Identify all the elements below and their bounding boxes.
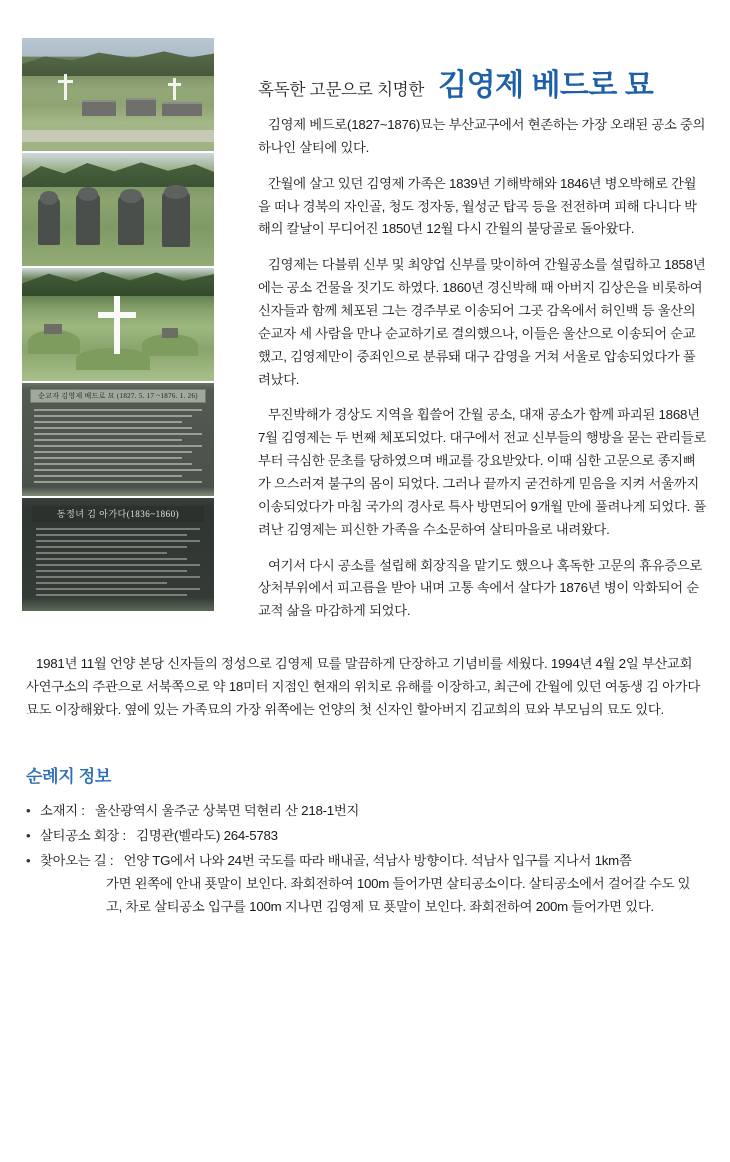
info-value: 김명관(벨라도) 264-5783 bbox=[136, 827, 278, 843]
photo-cemetery-white-cross bbox=[22, 268, 214, 381]
path-shape bbox=[22, 130, 214, 142]
cross-icon bbox=[58, 80, 73, 83]
gravestone-shape bbox=[162, 102, 202, 116]
cross-icon bbox=[114, 296, 120, 354]
photo-stone-monument bbox=[22, 383, 214, 496]
info-label: 소재지 : bbox=[40, 802, 85, 818]
gravestone-shape bbox=[44, 324, 62, 334]
paragraph: 김영제는 다블뤼 신부 및 최양업 신부를 맞이하여 간월공소를 설립하고 1858년에는 공소 건물을 짓기도 하였다. 1860년 경신박해 때 아버지 김상은을 비롯하여 신자들과 함께 체포된 그는 경주부로 이송되어 그곳 감옥에서 허인백 등 울산의 순교자 세 사람을 만나 순교하기로 결의했으나, 이들은 울산으로 이송되어 순교했고, 김영제만이 중죄인으로 분류돼 대구 감영을 거쳐 서울로 압송되었다가 풀려났다. bbox=[258, 257, 706, 387]
photo-dark-plaque bbox=[22, 498, 214, 611]
bullet-icon: • bbox=[26, 827, 31, 843]
info-label: 찾아오는 길 : bbox=[40, 852, 114, 868]
paragraph: 무진박해가 경상도 지역을 휩쓸어 간월 공소, 대재 공소가 함께 파괴된 1868년 7월 김영제는 두 번째 체포되었다. 대구에서 전교 신부들의 행방을 묻는 관리들로부터 극심한 문초를 당하였으며 배교를 강요받았다. 이때 심한 고문으로 종지뼈가 으스러져 불구의 몸이 되었다. 그러나 끝까지 굳건하게 믿음을 지켜 서울까지 이송되었다가 마침 국가의 경사로 특사 방면되어 9개월 만에 풀려나게 되었다. 풀려난 김영제는 피신한 가족을 수소문하여 살티마을로 내려왔다. bbox=[258, 407, 707, 537]
photo-column bbox=[22, 38, 214, 613]
bullet-icon: • bbox=[26, 852, 31, 868]
gravestone-shape bbox=[126, 98, 156, 116]
info-list bbox=[26, 799, 704, 919]
photo-stone-statues bbox=[22, 153, 214, 266]
article-column bbox=[236, 38, 708, 623]
grave-mound-shape bbox=[76, 348, 150, 370]
hill-shape bbox=[22, 46, 214, 76]
cross-icon bbox=[173, 78, 176, 100]
gravestone-shape bbox=[82, 100, 116, 116]
statue-head-shape bbox=[78, 187, 98, 201]
statue-head-shape bbox=[120, 189, 142, 203]
bullet-icon: • bbox=[26, 802, 31, 818]
paragraph: 여기서 다시 공소를 설립해 회장직을 맡기도 했으나 혹독한 고문의 휴유증으로 상처부위에서 피고름을 받아 내며 고통 속에서 살다가 1876년 병이 악화되어 순교적 삶을 마감하게 되었다. bbox=[258, 557, 703, 619]
full-width-paragraph-section bbox=[0, 636, 730, 721]
page-title bbox=[258, 38, 708, 114]
statue-shape bbox=[162, 191, 190, 247]
list-item bbox=[26, 849, 704, 918]
treeline-shape bbox=[22, 157, 214, 187]
cross-icon bbox=[64, 74, 67, 100]
info-value: 언양 TG에서 나와 24번 국도를 따라 배내골, 석남사 방향이다. 석남사 입구를 지나서 1km쯤 bbox=[123, 852, 632, 868]
plaque-title: 동정녀 김 아가다(1836~1860) bbox=[32, 506, 204, 522]
engraved-text-lines bbox=[34, 409, 202, 484]
engraved-text-lines bbox=[36, 528, 200, 597]
info-value: 울산광역시 울주군 상북면 덕현리 산 218-1번지 bbox=[95, 802, 360, 818]
article-body bbox=[258, 114, 708, 623]
info-label: 살티공소 회장 : bbox=[40, 827, 126, 843]
list-item bbox=[26, 799, 704, 822]
paragraph: 간월에 살고 있던 김영제 가족은 1839년 기해박해와 1846년 병오박해로 간월을 떠나 경북의 자인골, 청도 정자동, 월성군 탑곡 등을 전전하며 피해 다니다 박해의 칼날이 무디어진 1850년 12월 다시 간월의 불당골로 돌아왔다. bbox=[258, 175, 697, 237]
monument-caption: 순교자 김영제 베드로 묘 (1827. 5. 17 ~1876. 1. 26) bbox=[30, 389, 206, 403]
statue-head-shape bbox=[164, 185, 188, 199]
photo-cemetery-crosses bbox=[22, 38, 214, 151]
paragraph: 1981년 11월 언양 본당 신자들의 정성으로 김영제 묘를 말끔하게 단장하고 기념비를 세웠다. 1994년 4월 2일 부산교회사연구소의 주관으로 서북쪽으로 약 18미터 지점인 현재의 위치로 유해를 이장하고, 최근에 간월에 있던 여동생 김 아가다 묘도 이장해왔다. 옆에 있는 가족묘의 가장 위쪽에는 언양의 첫 신자인 할아버지 김교희의 묘와 부모님의 묘도 있다. bbox=[26, 656, 700, 718]
statue-head-shape bbox=[40, 191, 58, 205]
info-heading: 순례지 정보 bbox=[26, 766, 112, 786]
pilgrimage-info-section bbox=[0, 722, 730, 919]
info-value-continuation: 가면 왼쪽에 안내 푯말이 보인다. 좌회전하여 100m 들어가면 살티공소이다. 살티공소에서 걸어갈 수도 있고, 차로 살티공소 입구를 100m 지나면 김영제 묘 푯말이 보인다. 좌회전하여 200m 들어가면 있다. bbox=[106, 875, 691, 915]
list-item bbox=[26, 824, 704, 847]
treeline-shape bbox=[22, 268, 214, 296]
headline-kicker: 혹독한 고문으로 치명한 bbox=[258, 81, 425, 99]
paragraph: 김영제 베드로(1827~1876)묘는 부산교구에서 현존하는 가장 오래된 공소 중의 하나인 살티에 있다. bbox=[258, 117, 706, 155]
gravestone-shape bbox=[162, 328, 178, 338]
cross-icon bbox=[168, 83, 181, 86]
cross-icon bbox=[98, 312, 136, 318]
headline-title: 김영제 베드로 묘 bbox=[438, 69, 654, 102]
